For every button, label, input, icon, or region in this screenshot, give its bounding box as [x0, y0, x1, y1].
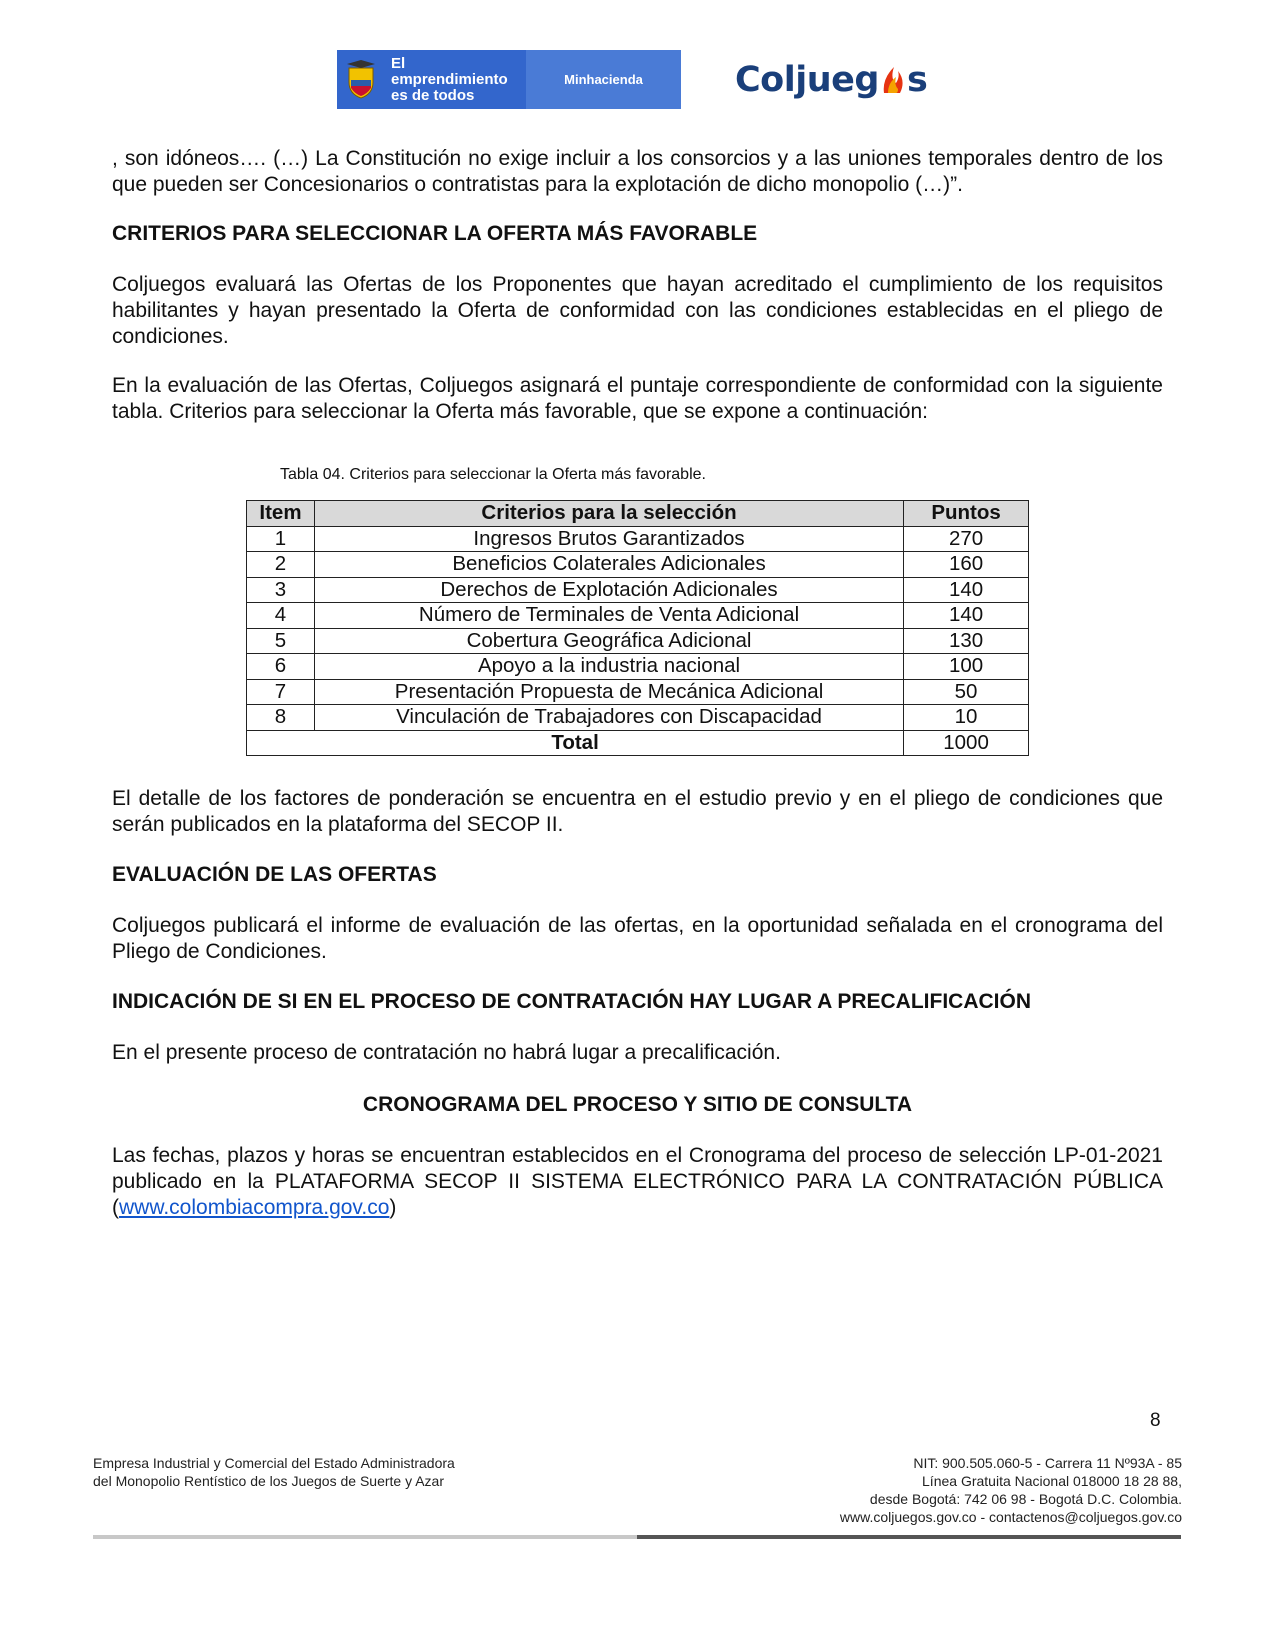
- item-number: 2: [247, 552, 315, 578]
- item-number: 5: [247, 628, 315, 654]
- footer-contact-info: [840, 1454, 1182, 1526]
- footer-left-line-1: Empresa Industrial y Comercial del Estado Administradora: [93, 1455, 455, 1471]
- criteria-paragraph-1: Coljuegos evaluará las Ofertas de los Proponentes que hayan acreditado el cumplimiento de los requisitos habilitantes y hayan presentado la Oferta de conformidad con las condiciones establecidas en el pliego de condiciones.: [112, 273, 1163, 348]
- table-row: [247, 603, 1029, 629]
- brand-text-start: Coljueg: [735, 60, 879, 100]
- table-total-row: [247, 730, 1029, 756]
- ministry-label: Minhacienda: [526, 50, 681, 109]
- footer-right-line-3: desde Bogotá: 742 06 98 - Bogotá D.C. Colombia.: [869, 1491, 1182, 1507]
- header-points: Puntos: [904, 501, 1029, 527]
- points-value: 130: [904, 628, 1029, 654]
- points-value: 160: [904, 552, 1029, 578]
- points-value: 140: [904, 603, 1029, 629]
- criteria-heading: CRITERIOS PARA SELECCIONAR LA OFERTA MÁS FAVORABLE: [112, 222, 758, 245]
- table-row: [247, 705, 1029, 731]
- criteria-name: Beneficios Colaterales Adicionales: [314, 552, 903, 578]
- coljuegos-logo: [735, 55, 927, 105]
- table-row: [247, 628, 1029, 654]
- footer-right-line-2: Línea Gratuita Nacional 018000 18 28 88,: [922, 1473, 1182, 1489]
- total-label: Total: [247, 730, 904, 756]
- page-number: 8: [1150, 1410, 1161, 1431]
- item-number: 1: [247, 526, 315, 552]
- detail-paragraph: El detalle de los factores de ponderación se encuentra en el estudio previo y en el pliego de condiciones que serán publicados en la plataforma del SECOP II.: [112, 787, 1163, 836]
- slogan-line-1: El emprendimiento: [391, 54, 508, 88]
- item-number: 3: [247, 577, 315, 603]
- item-number: 8: [247, 705, 315, 731]
- item-number: 6: [247, 654, 315, 680]
- points-value: 140: [904, 577, 1029, 603]
- table-row: [247, 552, 1029, 578]
- brand-text-end: s: [906, 60, 928, 100]
- footer-divider: [93, 1535, 1181, 1539]
- footer-left-line-2: del Monopolio Rentístico de los Juegos de Suerte y Azar: [93, 1473, 444, 1489]
- schedule-paragraph: [112, 1143, 1163, 1221]
- table-row: [247, 654, 1029, 680]
- schedule-heading: CRONOGRAMA DEL PROCESO Y SITIO DE CONSULTA: [362, 1093, 913, 1116]
- table-caption: Tabla 04. Criterios para seleccionar la Oferta más favorable.: [280, 466, 706, 483]
- footer-right-line-4: www.coljuegos.gov.co - contactenos@coljuegos.gov.co: [839, 1509, 1182, 1525]
- total-value: 1000: [904, 730, 1029, 756]
- schedule-text: Las fechas, plazos y horas se encuentran establecidos en el Cronograma del proceso de selección LP-01-2021 publicado en la PLATAFORMA SECOP II SISTEMA ELECTRÓNICO PARA LA CONTRATACIÓN PÚBLICA (: [112, 1144, 1163, 1219]
- footer-company-info: [93, 1454, 455, 1490]
- precalification-heading: INDICACIÓN DE SI EN EL PROCESO DE CONTRATACIÓN HAY LUGAR A PRECALIFICACIÓN: [112, 990, 1032, 1013]
- criteria-name: Apoyo a la industria nacional: [314, 654, 903, 680]
- criteria-name: Presentación Propuesta de Mecánica Adicional: [314, 679, 903, 705]
- points-value: 100: [904, 654, 1029, 680]
- footer-right-line-1: NIT: 900.505.060-5 - Carrera 11 Nº93A - 85: [913, 1455, 1182, 1471]
- points-value: 10: [904, 705, 1029, 731]
- item-number: 4: [247, 603, 315, 629]
- item-number: 7: [247, 679, 315, 705]
- evaluation-paragraph: Coljuegos publicará el informe de evaluación de las ofertas, en la oportunidad señalada en el cronograma del Pliego de Condiciones.: [112, 914, 1163, 963]
- intro-quote-paragraph: , son idóneos…. (…) La Constitución no exige incluir a los consorcios y a las uniones temporales dentro de los que pueden ser Concesionarios o contratistas para la explotación de dicho monopolio (…)”.: [112, 147, 1163, 196]
- brand-flame-icon: [880, 63, 906, 97]
- criteria-paragraph-2: En la evaluación de las Ofertas, Coljuegos asignará el puntaje correspondiente de conformidad con la siguiente tabla. Criterios para seleccionar la Oferta más favorable, que se expone a continuación:: [112, 374, 1163, 423]
- criteria-table: [246, 500, 1029, 756]
- precalification-paragraph: En el presente proceso de contratación no habrá lugar a precalificación.: [112, 1041, 781, 1064]
- secop-link[interactable]: www.colombiacompra.gov.co: [119, 1196, 390, 1219]
- points-value: 270: [904, 526, 1029, 552]
- criteria-name: Ingresos Brutos Garantizados: [314, 526, 903, 552]
- slogan-line-2: es de todos: [391, 86, 475, 104]
- table-row: [247, 679, 1029, 705]
- points-value: 50: [904, 679, 1029, 705]
- criteria-name: Cobertura Geográfica Adicional: [314, 628, 903, 654]
- schedule-text-end: ): [389, 1196, 397, 1219]
- header-item: Item: [247, 501, 315, 527]
- criteria-name: Número de Terminales de Venta Adicional: [314, 603, 903, 629]
- evaluation-heading: EVALUACIÓN DE LAS OFERTAS: [112, 863, 437, 886]
- government-slogan: [385, 50, 526, 109]
- table-header-row: [247, 501, 1029, 527]
- coat-of-arms-icon: [337, 50, 385, 109]
- criteria-name: Derechos de Explotación Adicionales: [314, 577, 903, 603]
- table-row: [247, 526, 1029, 552]
- table-row: [247, 577, 1029, 603]
- criteria-name: Vinculación de Trabajadores con Discapacidad: [314, 705, 903, 731]
- government-banner: [337, 50, 681, 109]
- header-criteria: Criterios para la selección: [314, 501, 903, 527]
